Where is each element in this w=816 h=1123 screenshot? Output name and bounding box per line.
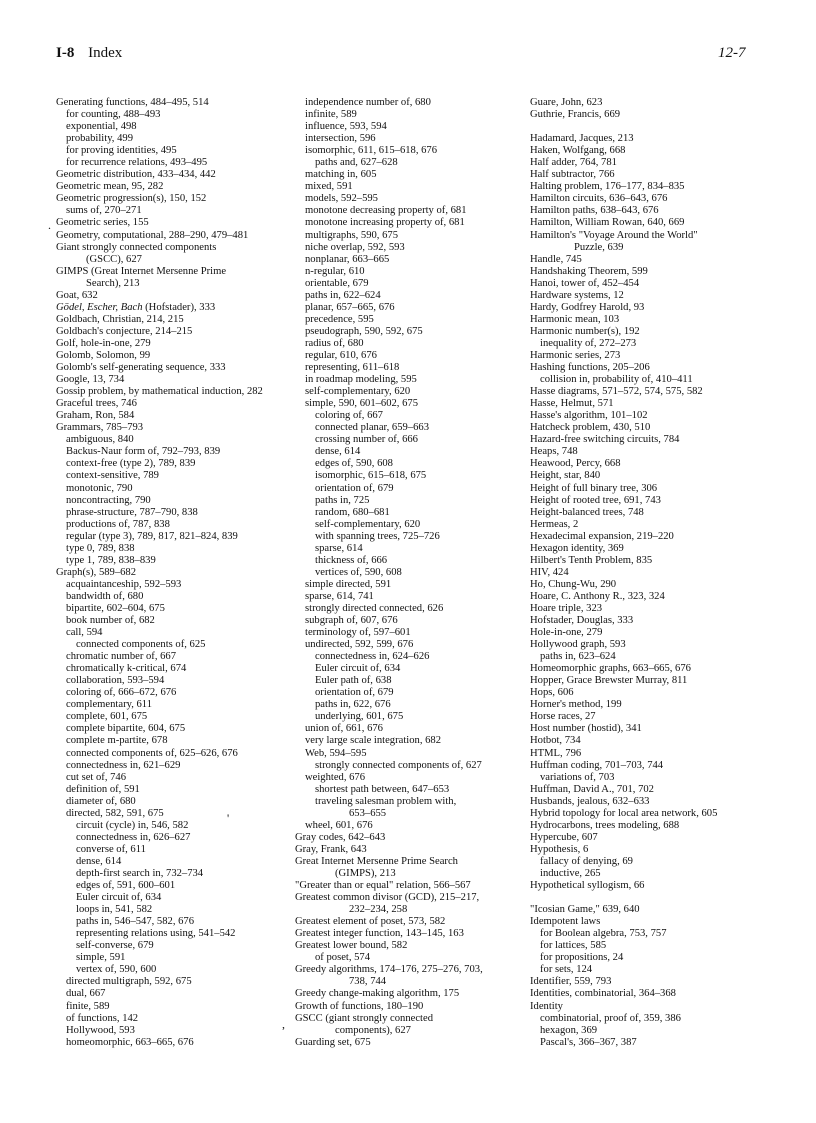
index-entry: pseudograph, 590, 592, 675 xyxy=(305,325,423,337)
index-entry: subgraph of, 607, 676 xyxy=(305,615,398,627)
index-entry: Guthrie, Francis, 669 xyxy=(530,109,621,121)
index-subentry: traveling salesman problem with, xyxy=(315,795,457,807)
index-entry: Haken, Wolfgang, 668 xyxy=(530,145,626,157)
index-entry: representing, 611–618 xyxy=(305,362,400,374)
index-entry: Hoare triple, 323 xyxy=(530,602,603,614)
index-entry: Hanoi, tower of, 452–454 xyxy=(530,277,640,289)
index-subentry: call, 594 xyxy=(66,627,103,639)
index-entry: Hasse, Helmut, 571 xyxy=(530,398,614,410)
index-subentry: type 1, 789, 838–839 xyxy=(66,554,156,566)
index-subentry: of poset, 574 xyxy=(315,952,371,964)
index-entry: Hardware systems, 12 xyxy=(530,289,624,301)
index-subentry: hexagon, 369 xyxy=(540,1024,598,1036)
index-subentry: sparse, 614 xyxy=(315,542,363,554)
index-subentry: self-converse, 679 xyxy=(76,940,154,952)
index-subentry: collaboration, 593–594 xyxy=(66,675,165,687)
index-entry: Gray, Frank, 643 xyxy=(295,843,367,855)
index-subentry: (GSCC), 627 xyxy=(86,253,142,265)
index-entry: Horse races, 27 xyxy=(530,711,596,723)
index-subentry: complete m-partite, 678 xyxy=(66,735,168,747)
index-subentry: complete, 601, 675 xyxy=(66,711,148,723)
index-subentry: context-free (type 2), 789, 839 xyxy=(66,458,196,470)
index-subentry: for Boolean algebra, 753, 757 xyxy=(540,928,667,940)
index-entry: wheel, 601, 676 xyxy=(305,819,373,831)
index-entry: Hardy, Godfrey Harold, 93 xyxy=(530,301,645,313)
index-entry: Greedy algorithms, 174–176, 275–276, 703, xyxy=(295,964,483,976)
index-entry: Geometric progression(s), 150, 152 xyxy=(56,193,207,205)
index-entry: monotone increasing property of, 681 xyxy=(305,217,465,229)
index-subentry: Pascal's, 366–367, 387 xyxy=(540,1036,637,1048)
index-entry: Hotbot, 734 xyxy=(530,735,581,747)
index-subentry: circuit (cycle) in, 546, 582 xyxy=(76,819,189,831)
index-subentry: paths in, 546–547, 582, 676 xyxy=(76,916,195,928)
index-subentry: orientation of, 679 xyxy=(315,482,394,494)
index-entry: Hexagon identity, 369 xyxy=(530,542,624,554)
index-subentry: collision in, probability of, 410–411 xyxy=(540,374,693,386)
index-entry: Golomb, Solomon, 99 xyxy=(56,349,151,361)
margin-reference: 12-7 xyxy=(718,45,746,61)
index-subentry: complementary, 611 xyxy=(66,699,152,711)
index-entry: simple directed, 591 xyxy=(305,578,392,590)
index-entry: Harmonic mean, 103 xyxy=(530,313,620,325)
index-entry: Hadamard, Jacques, 213 xyxy=(530,133,634,145)
index-entry: Gödel, Escher, Bach (Hofstader), 333 xyxy=(56,301,216,313)
index-entry: Graceful trees, 746 xyxy=(56,398,137,410)
index-subentry: sums of, 270–271 xyxy=(66,205,142,217)
index-entry: Height, star, 840 xyxy=(530,470,601,482)
index-entry: Greatest integer function, 143–145, 163 xyxy=(295,928,464,940)
index-entry: Hazard-free switching circuits, 784 xyxy=(530,434,680,446)
index-entry: Hole-in-one, 279 xyxy=(530,627,603,639)
index-entry: Half subtractor, 766 xyxy=(530,169,615,181)
index-entry: Hybrid topology for local area network, 605 xyxy=(530,807,718,819)
index-entry: matching in, 605 xyxy=(305,169,377,181)
index-subentry: coloring of, 667 xyxy=(315,410,383,422)
index-subentry: isomorphic, 615–618, 675 xyxy=(315,470,427,482)
index-entry: n-regular, 610 xyxy=(305,265,365,277)
index-entry: Geometric mean, 95, 282 xyxy=(56,181,164,193)
index-entry: Hopper, Grace Brewster Murray, 811 xyxy=(530,675,688,687)
index-entry: Goat, 632 xyxy=(56,289,98,301)
index-subentry: type 0, 789, 838 xyxy=(66,542,135,554)
index-subentry: acquaintanceship, 592–593 xyxy=(66,578,182,590)
index-entry: models, 592–595 xyxy=(305,193,378,205)
index-subentry: combinatorial, proof of, 359, 386 xyxy=(540,1012,681,1024)
index-subentry: Hollywood, 593 xyxy=(66,1024,135,1036)
index-entry: Geometric distribution, 433–434, 442 xyxy=(56,169,216,181)
index-entry: Handle, 745 xyxy=(530,253,582,265)
index-entry: HTML, 796 xyxy=(530,747,582,759)
index-subentry: for sets, 124 xyxy=(540,964,593,976)
index-spacer xyxy=(530,121,780,133)
index-entry: infinite, 589 xyxy=(305,109,357,121)
index-subentry: underlying, 601, 675 xyxy=(315,711,404,723)
index-entry: Hoare, C. Anthony R., 323, 324 xyxy=(530,590,665,602)
index-entry: Hamilton's "Voyage Around the World" xyxy=(530,229,698,241)
index-entry: Guare, John, 623 xyxy=(530,97,603,108)
index-subentry: regular (type 3), 789, 817, 821–824, 839 xyxy=(66,530,238,542)
index-subentry: inductive, 265 xyxy=(540,868,601,879)
index-entry: Geometry, computational, 288–290, 479–481 xyxy=(56,229,249,241)
index-subentry: cut set of, 746 xyxy=(66,771,127,783)
index-entry: planar, 657–665, 676 xyxy=(305,301,395,313)
index-subentry: (GIMPS), 213 xyxy=(335,868,396,879)
index-entry: self-complementary, 620 xyxy=(305,386,411,398)
index-entry: Height-balanced trees, 748 xyxy=(530,506,644,518)
index-entry: Golomb's self-generating sequence, 333 xyxy=(56,362,226,374)
index-entry: Handshaking Theorem, 599 xyxy=(530,265,648,277)
index-entry: Greedy change-making algorithm, 175 xyxy=(295,988,460,1000)
index-subentry: vertices of, 590, 608 xyxy=(315,566,402,578)
index-subentry: connected planar, 659–663 xyxy=(315,422,430,434)
index-subentry: 738, 744 xyxy=(349,976,387,988)
index-entry: Hasse's algorithm, 101–102 xyxy=(530,410,648,422)
index-entry: nonplanar, 663–665 xyxy=(305,253,390,265)
index-entry: orientable, 679 xyxy=(305,277,369,289)
index-entry: Hops, 606 xyxy=(530,687,574,699)
index-entry: independence number of, 680 xyxy=(305,97,431,108)
index-entry: Host number (hostid), 341 xyxy=(530,723,642,735)
index-subentry: coloring of, 666–672, 676 xyxy=(66,687,177,699)
index-subentry: with spanning trees, 725–726 xyxy=(315,530,440,542)
index-entry: influence, 593, 594 xyxy=(305,121,387,133)
index-entry: union of, 661, 676 xyxy=(305,723,383,735)
index-entry: Homeomorphic graphs, 663–665, 676 xyxy=(530,663,691,675)
index-subentry: connected components of, 625–626, 676 xyxy=(66,747,238,759)
index-entry: Identifier, 559, 793 xyxy=(530,976,612,988)
index-subentry: simple, 591 xyxy=(76,952,126,964)
index-subentry: representing relations using, 541–542 xyxy=(76,928,236,940)
index-subentry: strongly connected components of, 627 xyxy=(315,759,482,771)
index-subentry: probability, 499 xyxy=(66,133,133,145)
index-subentry: Puzzle, 639 xyxy=(574,241,624,253)
page-header xyxy=(56,45,122,62)
index-subentry: ambiguous, 840 xyxy=(66,434,134,446)
index-entry: Harmonic number(s), 192 xyxy=(530,325,640,337)
index-subentry: Euler circuit of, 634 xyxy=(76,892,162,904)
section-title: Index xyxy=(88,45,123,61)
stray-mark: . xyxy=(48,218,51,232)
stray-mark: ' xyxy=(227,811,230,825)
index-subentry: directed, 582, 591, 675 xyxy=(66,807,164,819)
index-entry: very large scale integration, 682 xyxy=(305,735,442,747)
index-entry: Goldbach, Christian, 214, 215 xyxy=(56,313,184,325)
index-subentry: dense, 614 xyxy=(76,855,122,867)
index-entry: HIV, 424 xyxy=(530,566,569,578)
index-spacer xyxy=(530,892,780,904)
index-entry: Guarding set, 675 xyxy=(295,1036,371,1048)
index-subentry: context-sensitive, 789 xyxy=(66,470,159,482)
index-subentry: paths and, 627–628 xyxy=(315,157,398,169)
index-entry: Grammars, 785–793 xyxy=(56,422,144,434)
index-subentry: of functions, 142 xyxy=(66,1012,139,1024)
index-subentry: dense, 614 xyxy=(315,446,361,458)
index-entry: precedence, 595 xyxy=(305,313,374,325)
index-entry: mixed, 591 xyxy=(305,181,353,193)
index-entry: Harmonic series, 273 xyxy=(530,349,621,361)
index-entry: Hollywood graph, 593 xyxy=(530,639,626,651)
index-entry: Hypothesis, 6 xyxy=(530,843,589,855)
index-subentry: complete bipartite, 604, 675 xyxy=(66,723,186,735)
index-subentry: dual, 667 xyxy=(66,988,106,1000)
index-subentry: productions of, 787, 838 xyxy=(66,518,170,530)
index-subentry: loops in, 541, 582 xyxy=(76,904,153,916)
index-subentry: for proving identities, 495 xyxy=(66,145,177,157)
index-entry: Hydrocarbons, trees modeling, 688 xyxy=(530,819,680,831)
index-entry: paths in, 622–624 xyxy=(305,289,381,301)
index-entry: Geometric series, 155 xyxy=(56,217,149,229)
index-subentry: diameter of, 680 xyxy=(66,795,136,807)
index-entry: "Greater than or equal" relation, 566–567 xyxy=(295,880,471,892)
page-number: I-8 xyxy=(56,45,75,61)
index-entry: isomorphic, 611, 615–618, 676 xyxy=(305,145,438,157)
index-subentry: inequality of, 272–273 xyxy=(540,337,637,349)
index-subentry: Euler path of, 638 xyxy=(315,675,392,687)
stray-mark: , xyxy=(282,1017,285,1031)
index-subentry: definition of, 591 xyxy=(66,783,140,795)
index-subentry: paths in, 725 xyxy=(315,494,370,506)
index-entry: "Icosian Game," 639, 640 xyxy=(530,904,640,916)
index-entry: Great Internet Mersenne Prime Search xyxy=(295,855,458,867)
index-entry: strongly directed connected, 626 xyxy=(305,602,444,614)
index-entry: Gray codes, 642–643 xyxy=(295,831,386,843)
index-subentry: paths in, 622, 676 xyxy=(315,699,391,711)
index-entry: Hamilton circuits, 636–643, 676 xyxy=(530,193,668,205)
index-entry: Husbands, jealous, 632–633 xyxy=(530,795,650,807)
index-entry: Hasse diagrams, 571–572, 574, 575, 582 xyxy=(530,386,703,398)
index-subentry: bandwidth of, 680 xyxy=(66,590,144,602)
index-entry: Giant strongly connected components xyxy=(56,241,217,253)
index-entry: GSCC (giant strongly connected xyxy=(295,1012,433,1024)
index-subentry: for recurrence relations, 493–495 xyxy=(66,157,208,169)
index-entry: Height of full binary tree, 306 xyxy=(530,482,658,494)
index-subentry: Euler circuit of, 634 xyxy=(315,663,401,675)
index-subentry: vertex of, 590, 600 xyxy=(76,964,157,976)
index-entry: Golf, hole-in-one, 279 xyxy=(56,337,151,349)
index-entry: Web, 594–595 xyxy=(305,747,367,759)
index-entry: Identities, combinatorial, 364–368 xyxy=(530,988,676,1000)
index-entry: Hypothetical syllogism, 66 xyxy=(530,880,645,892)
index-subentry: Search), 213 xyxy=(86,277,140,289)
index-entry: monotone decreasing property of, 681 xyxy=(305,205,467,217)
index-entry: simple, 590, 601–602, 675 xyxy=(305,398,418,410)
index-entry: multigraphs, 590, 675 xyxy=(305,229,398,241)
index-subentry: for propositions, 24 xyxy=(540,952,624,964)
index-entry: Heaps, 748 xyxy=(530,446,578,458)
index-entry: Hofstader, Douglas, 333 xyxy=(530,615,634,627)
index-subentry: connectedness in, 621–629 xyxy=(66,759,181,771)
index-entry: GIMPS (Great Internet Mersenne Prime xyxy=(56,265,227,277)
index-entry: Goldbach's conjecture, 214–215 xyxy=(56,325,193,337)
index-subentry: for lattices, 585 xyxy=(540,940,607,952)
index-subentry: monotonic, 790 xyxy=(66,482,133,494)
index-subentry: depth-first search in, 732–734 xyxy=(76,868,204,879)
index-entry: Growth of functions, 180–190 xyxy=(295,1000,424,1012)
index-entry: Greatest common divisor (GCD), 215–217, xyxy=(295,892,480,904)
index-subentry: finite, 589 xyxy=(66,1000,110,1012)
index-subentry: chromatic number of, 667 xyxy=(66,651,177,663)
index-entry: weighted, 676 xyxy=(305,771,366,783)
index-subentry: variations of, 703 xyxy=(540,771,615,783)
index-entry: Huffman, David A., 701, 702 xyxy=(530,783,654,795)
index-subentry: exponential, 498 xyxy=(66,121,137,133)
index-subentry: self-complementary, 620 xyxy=(315,518,421,530)
index-entry: Hashing functions, 205–206 xyxy=(530,362,650,374)
index-entry: terminology of, 597–601 xyxy=(305,627,411,639)
index-entry: Hexadecimal expansion, 219–220 xyxy=(530,530,674,542)
index-column-3 xyxy=(530,97,780,1049)
index-subentry: orientation of, 679 xyxy=(315,687,394,699)
index-subentry: thickness of, 666 xyxy=(315,554,388,566)
index-entry: Hilbert's Tenth Problem, 835 xyxy=(530,554,653,566)
index-entry: Identity xyxy=(530,1000,563,1012)
index-subentry: random, 680–681 xyxy=(315,506,390,518)
index-entry: Generating functions, 484–495, 514 xyxy=(56,97,209,108)
index-entry: Horner's method, 199 xyxy=(530,699,622,711)
index-entry: Heawood, Percy, 668 xyxy=(530,458,621,470)
index-entry: niche overlap, 592, 593 xyxy=(305,241,405,253)
index-subentry: shortest path between, 647–653 xyxy=(315,783,450,795)
index-entry: Graph(s), 589–682 xyxy=(56,566,137,578)
index-subentry: converse of, 611 xyxy=(76,843,146,855)
index-subentry: components), 627 xyxy=(335,1024,411,1036)
book-title: Gödel, Escher, Bach xyxy=(56,301,143,313)
index-entry: Greatest element of poset, 573, 582 xyxy=(295,916,446,928)
index-subentry: crossing number of, 666 xyxy=(315,434,418,446)
index-subentry: homeomorphic, 663–665, 676 xyxy=(66,1036,194,1048)
index-entry: radius of, 680 xyxy=(305,337,364,349)
index-entry: Ho, Chung-Wu, 290 xyxy=(530,578,617,590)
index-entry: Hatcheck problem, 430, 510 xyxy=(530,422,651,434)
index-subentry: edges of, 591, 600–601 xyxy=(76,880,176,892)
index-entry: Graham, Ron, 584 xyxy=(56,410,135,422)
index-entry: Huffman coding, 701–703, 744 xyxy=(530,759,664,771)
index-subentry: paths in, 623–624 xyxy=(540,651,616,663)
index-entry: Gossip problem, by mathematical induction, 282 xyxy=(56,386,263,398)
index-subentry: chromatically k-critical, 674 xyxy=(66,663,187,675)
index-subentry: directed multigraph, 592, 675 xyxy=(66,976,192,988)
index-column-1 xyxy=(56,97,291,1049)
index-entry: Hamilton, William Rowan, 640, 669 xyxy=(530,217,685,229)
index-entry: Hermeas, 2 xyxy=(530,518,579,530)
index-entry: Half adder, 764, 781 xyxy=(530,157,617,169)
index-column-2 xyxy=(295,97,520,1049)
index-entry: Halting problem, 176–177, 834–835 xyxy=(530,181,685,193)
index-subentry: connectedness in, 624–626 xyxy=(315,651,430,663)
index-entry: Height of rooted tree, 691, 743 xyxy=(530,494,661,506)
index-subentry: connectedness in, 626–627 xyxy=(76,831,191,843)
index-subentry: 232–234, 258 xyxy=(349,904,408,916)
index-subentry: book number of, 682 xyxy=(66,615,155,627)
index-subentry: edges of, 590, 608 xyxy=(315,458,393,470)
index-subentry: bipartite, 602–604, 675 xyxy=(66,602,165,614)
index-entry: Google, 13, 734 xyxy=(56,374,125,386)
index-subentry: connected components of, 625 xyxy=(76,639,206,651)
index-subentry: phrase-structure, 787–790, 838 xyxy=(66,506,198,518)
index-entry: undirected, 592, 599, 676 xyxy=(305,639,414,651)
index-entry: Idempotent laws xyxy=(530,916,601,928)
index-entry: sparse, 614, 741 xyxy=(305,590,374,602)
index-subentry: noncontracting, 790 xyxy=(66,494,151,506)
index-entry: Hypercube, 607 xyxy=(530,831,598,843)
index-entry: Greatest lower bound, 582 xyxy=(295,940,408,952)
index-subentry: Backus-Naur form of, 792–793, 839 xyxy=(66,446,221,458)
index-entry: intersection, 596 xyxy=(305,133,376,145)
index-subentry: 653–655 xyxy=(349,807,387,819)
index-entry: in roadmap modeling, 595 xyxy=(305,374,417,386)
index-entry: regular, 610, 676 xyxy=(305,349,377,361)
index-subentry: fallacy of denying, 69 xyxy=(540,855,633,867)
index-subentry: for counting, 488–493 xyxy=(66,109,161,121)
index-entry: Hamilton paths, 638–643, 676 xyxy=(530,205,659,217)
